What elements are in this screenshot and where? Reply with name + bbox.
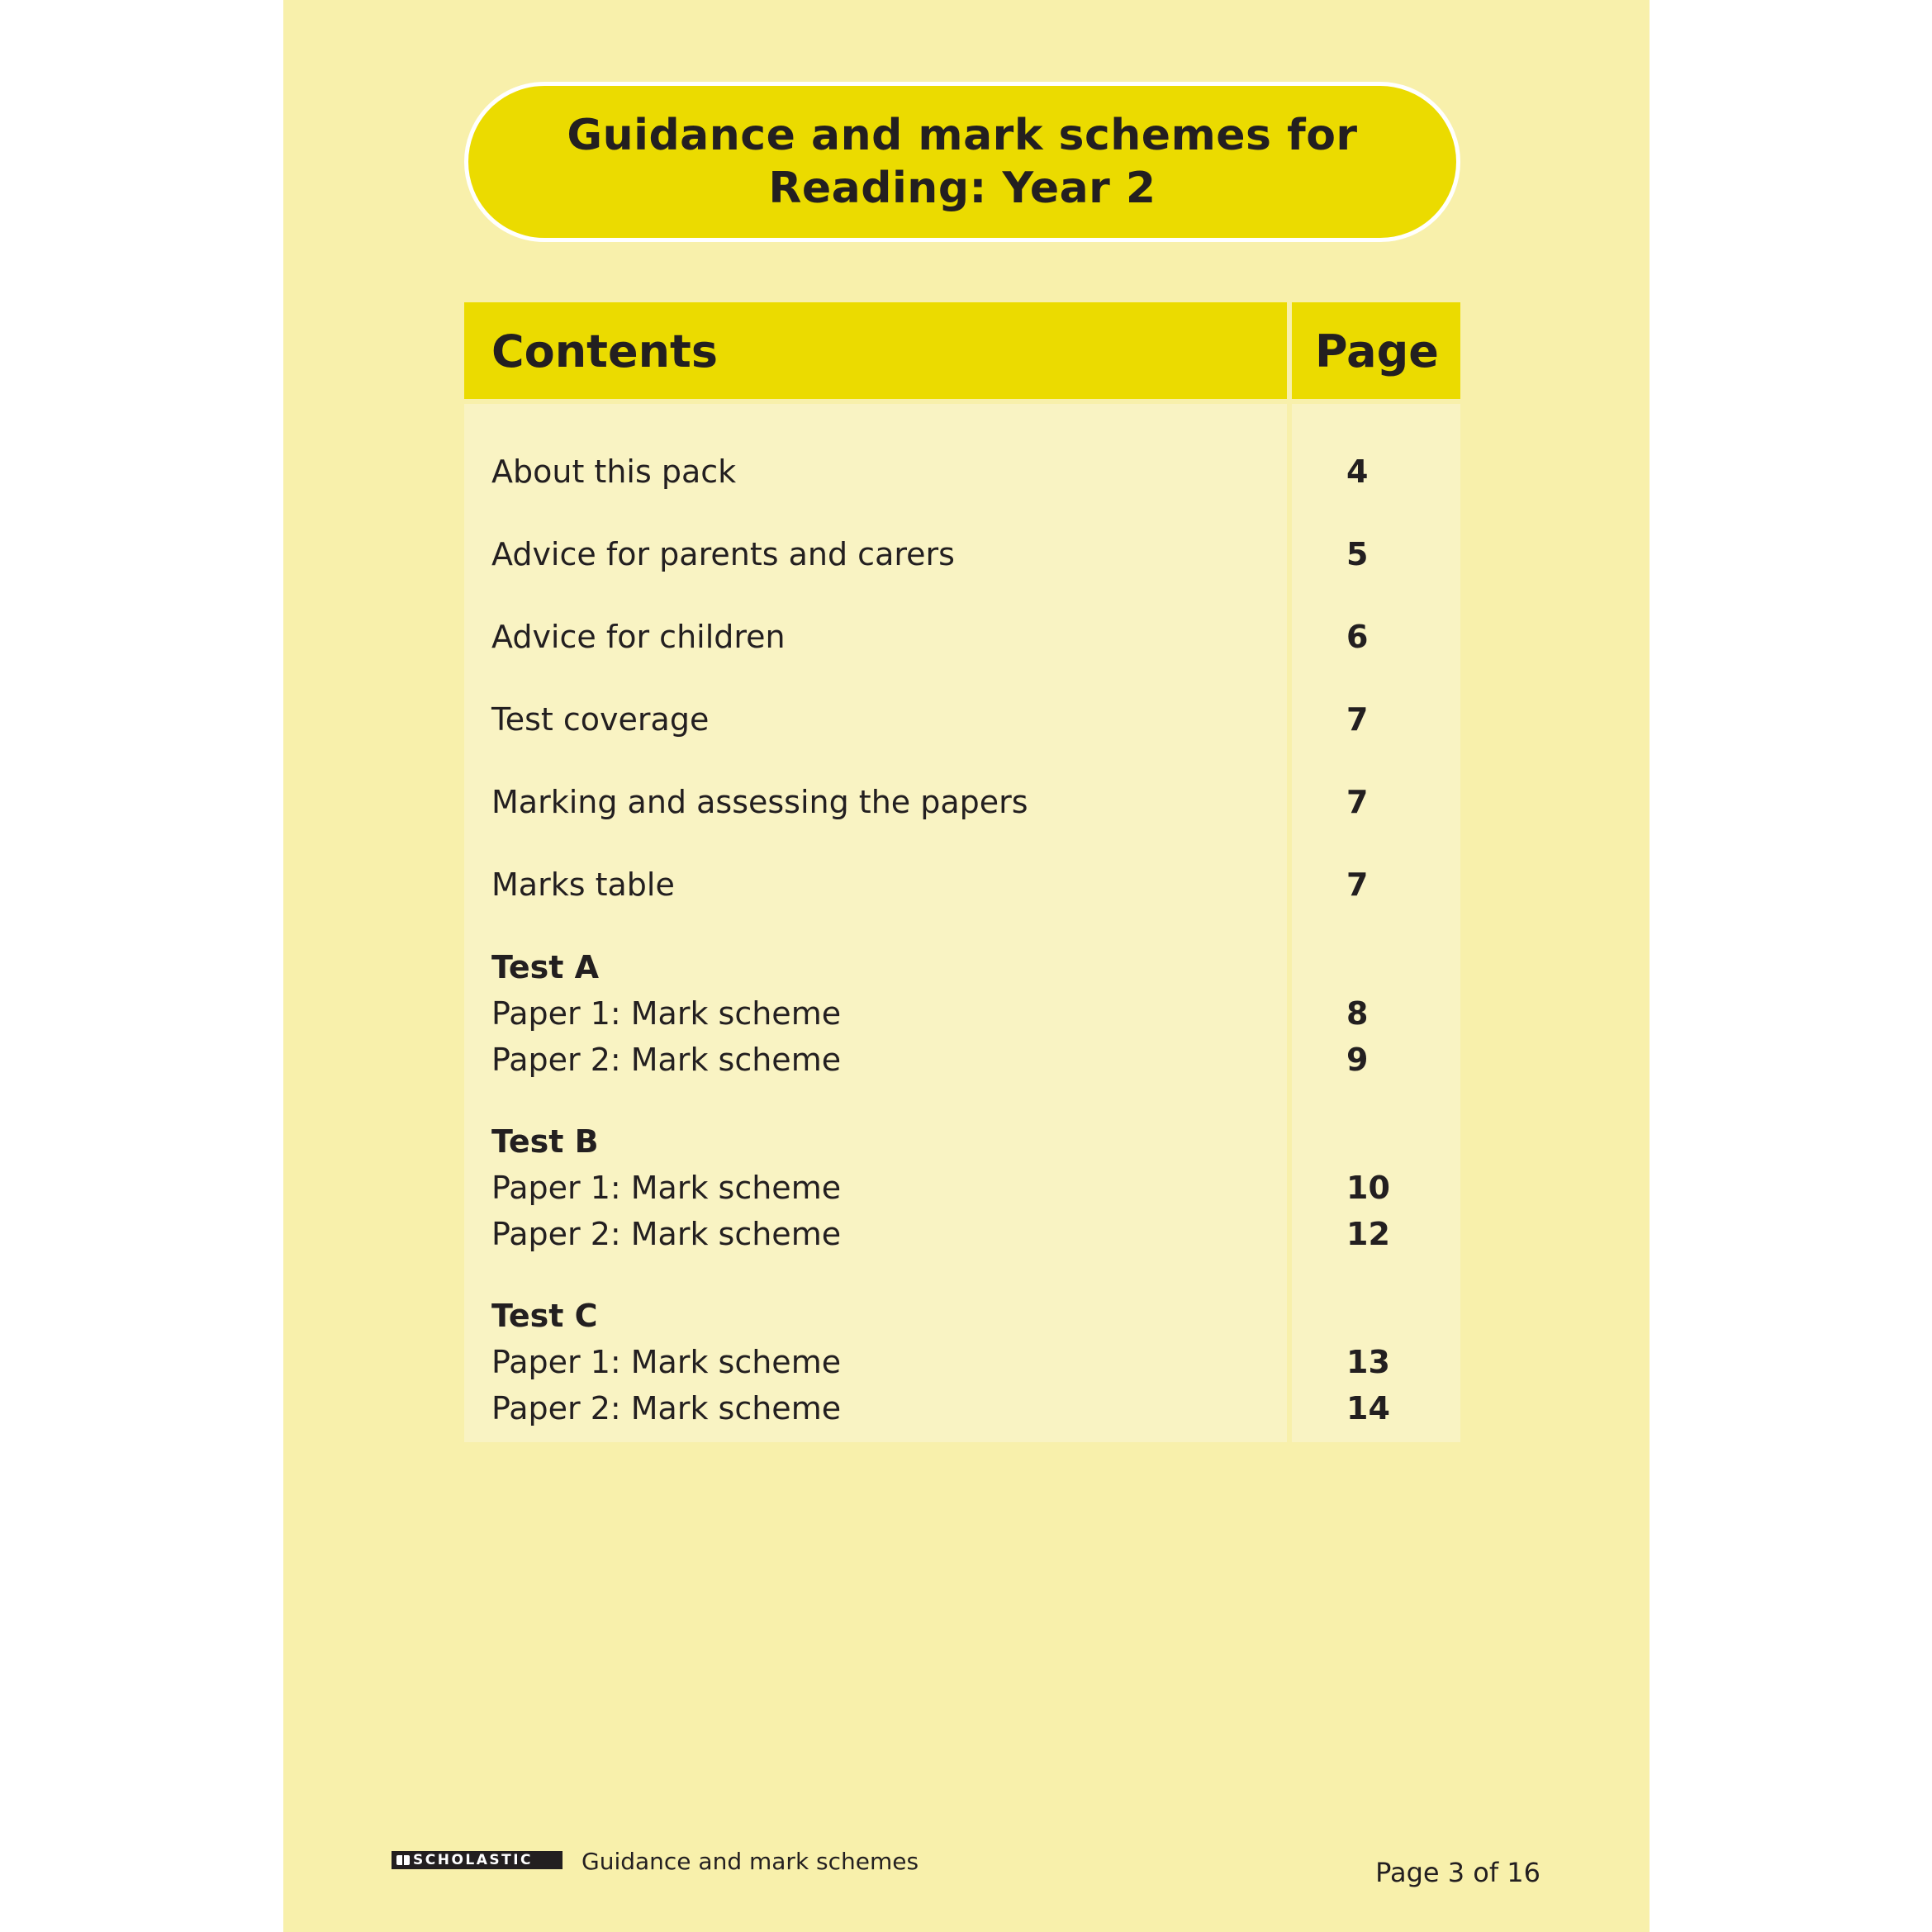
footer-doc-label: Guidance and mark schemes (581, 1848, 919, 1875)
toc-entry-test-c-paper-2[interactable]: Paper 2: Mark scheme (491, 1390, 842, 1426)
toc-page-number: 13 (1346, 1344, 1390, 1380)
toc-group-heading-test-c: Test C (491, 1298, 598, 1334)
toc-page-number: 4 (1346, 453, 1369, 490)
toc-entry-advice-children[interactable]: Advice for children (491, 619, 786, 655)
contents-header: Contents (491, 325, 719, 377)
toc-entry-marks-table[interactable]: Marks table (491, 866, 675, 903)
toc-entry-marking-assessing[interactable]: Marking and assessing the papers (491, 784, 1028, 820)
title-banner (464, 82, 1460, 242)
contents-table (464, 302, 1460, 1442)
footer-page-number: Page 3 of 16 (1375, 1857, 1540, 1888)
scholastic-logo (392, 1851, 563, 1869)
toc-entry-test-coverage[interactable]: Test coverage (491, 701, 710, 738)
toc-entry-about-this-pack[interactable]: About this pack (491, 453, 737, 490)
toc-entry-test-b-paper-2[interactable]: Paper 2: Mark scheme (491, 1216, 842, 1252)
scholastic-logo-text: SCHOLASTIC (413, 1852, 534, 1868)
toc-page-number: 9 (1346, 1042, 1369, 1078)
toc-page-number: 6 (1346, 619, 1369, 655)
toc-page-number: 7 (1346, 701, 1369, 738)
toc-entry-test-b-paper-1[interactable]: Paper 1: Mark scheme (491, 1170, 842, 1206)
open-book-icon (396, 1855, 410, 1865)
page-column (1292, 302, 1460, 1442)
toc-entry-test-a-paper-2[interactable]: Paper 2: Mark scheme (491, 1042, 842, 1078)
toc-page-number: 7 (1346, 784, 1369, 820)
toc-page-number: 10 (1346, 1170, 1390, 1206)
document-page (283, 0, 1650, 1932)
page-header-cell (1292, 302, 1460, 399)
toc-page-number: 7 (1346, 866, 1369, 903)
toc-page-number: 8 (1346, 995, 1369, 1032)
title-line-1: Guidance and mark schemes for (567, 111, 1358, 160)
toc-page-number: 5 (1346, 536, 1369, 572)
page-header: Page (1315, 325, 1439, 377)
toc-group-heading-test-b: Test B (491, 1123, 599, 1160)
toc-group-heading-test-a: Test A (491, 949, 600, 985)
contents-column (464, 302, 1287, 1442)
contents-header-cell (464, 302, 1287, 399)
page-body-cell (1292, 404, 1460, 1442)
contents-body-cell (464, 404, 1287, 1442)
title-line-2: Reading: Year 2 (768, 164, 1156, 213)
toc-entry-test-c-paper-1[interactable]: Paper 1: Mark scheme (491, 1344, 842, 1380)
toc-page-number: 14 (1346, 1390, 1390, 1426)
toc-entry-test-a-paper-1[interactable]: Paper 1: Mark scheme (491, 995, 842, 1032)
toc-page-number: 12 (1346, 1216, 1390, 1252)
toc-entry-advice-parents[interactable]: Advice for parents and carers (491, 536, 955, 572)
